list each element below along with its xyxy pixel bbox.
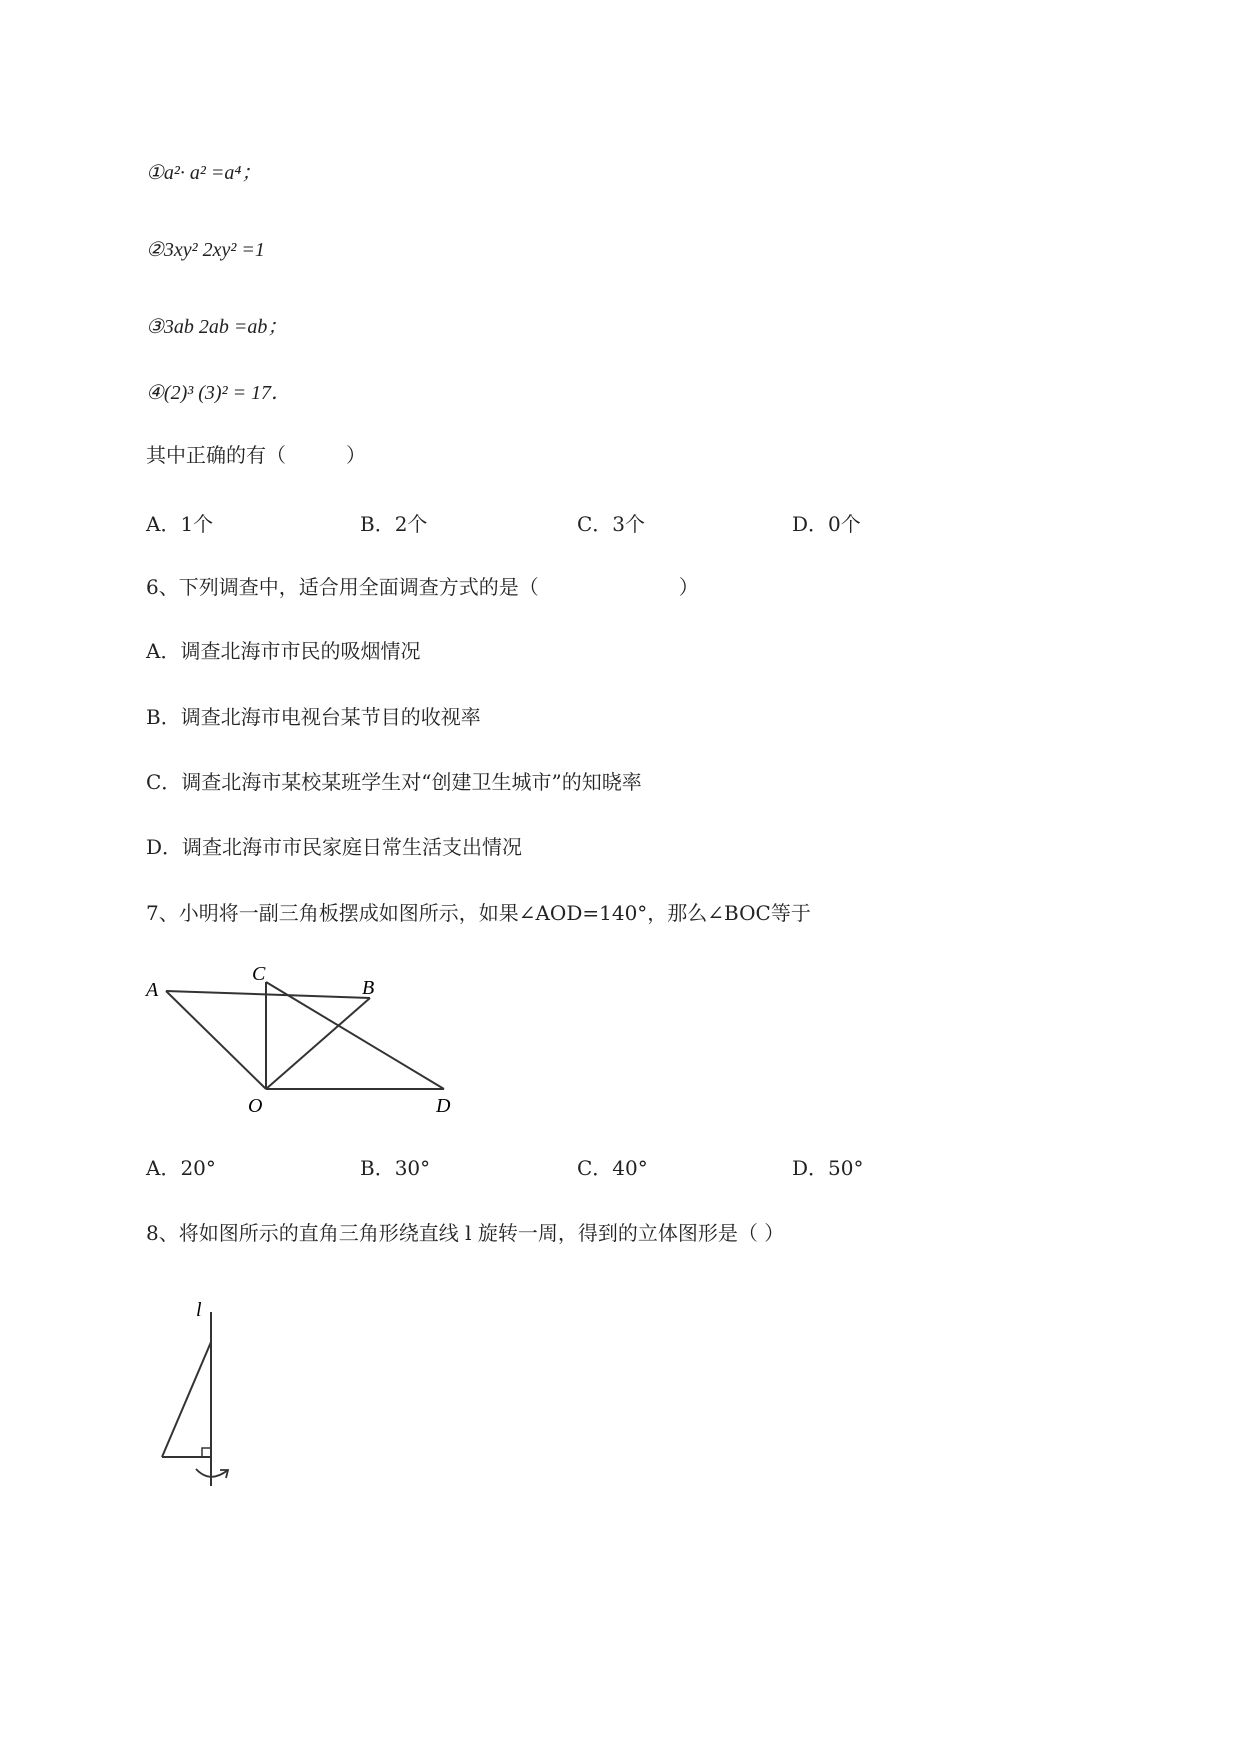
q6-option-c: C．调查北海市某校某班学生对“创建卫生城市”的知晓率 <box>146 770 642 794</box>
q7-label-b: B <box>362 977 375 999</box>
q5-option-b: B．2个 <box>360 512 428 536</box>
q8-stem: 8、将如图所示的直角三角形绕直线 l 旋转一周，得到的立体图形是（ ） <box>146 1221 785 1245</box>
q7-label-c: C <box>252 963 266 985</box>
q7-option-a: A．20° <box>146 1156 216 1180</box>
q6-option-a: A．调查北海市市民的吸烟情况 <box>146 639 421 663</box>
q7-label-o: O <box>248 1095 263 1117</box>
q5-option-c: C．3个 <box>577 512 646 536</box>
q7-option-c: C．40° <box>577 1156 648 1180</box>
q7-label-d: D <box>436 1095 451 1117</box>
item-4: ④(2)³ (3)² = 17． <box>146 382 292 404</box>
q8-figure <box>150 1298 260 1488</box>
item-2: ②3xy² 2xy² =1 <box>146 239 265 261</box>
q5-option-a: A．1个 <box>146 512 214 536</box>
q6-stem: 6、下列调查中，适合用全面调查方式的是（ ） <box>146 575 699 599</box>
q7-stem: 7、小明将一副三角板摆成如图所示，如果∠AOD=140°，那么∠BOC等于 <box>146 901 811 925</box>
q8-label-l: l <box>196 1299 202 1321</box>
right-angle-mark <box>202 1448 211 1457</box>
item-1: ①a²· a² =a⁴； <box>146 162 262 184</box>
item-3: ③3ab 2ab =ab； <box>146 316 288 338</box>
q6-option-d: D．调查北海市市民家庭日常生活支出情况 <box>146 835 523 859</box>
q7-option-b: B．30° <box>360 1156 431 1180</box>
q6-option-b: B．调查北海市电视台某节目的收视率 <box>146 705 481 729</box>
q7-option-d: D．50° <box>792 1156 864 1180</box>
q5-option-d: D．0个 <box>792 512 861 536</box>
q7-figure <box>144 958 460 1118</box>
q5-stem: 其中正确的有（ ） <box>146 443 366 467</box>
q7-label-a: A <box>146 979 159 1001</box>
